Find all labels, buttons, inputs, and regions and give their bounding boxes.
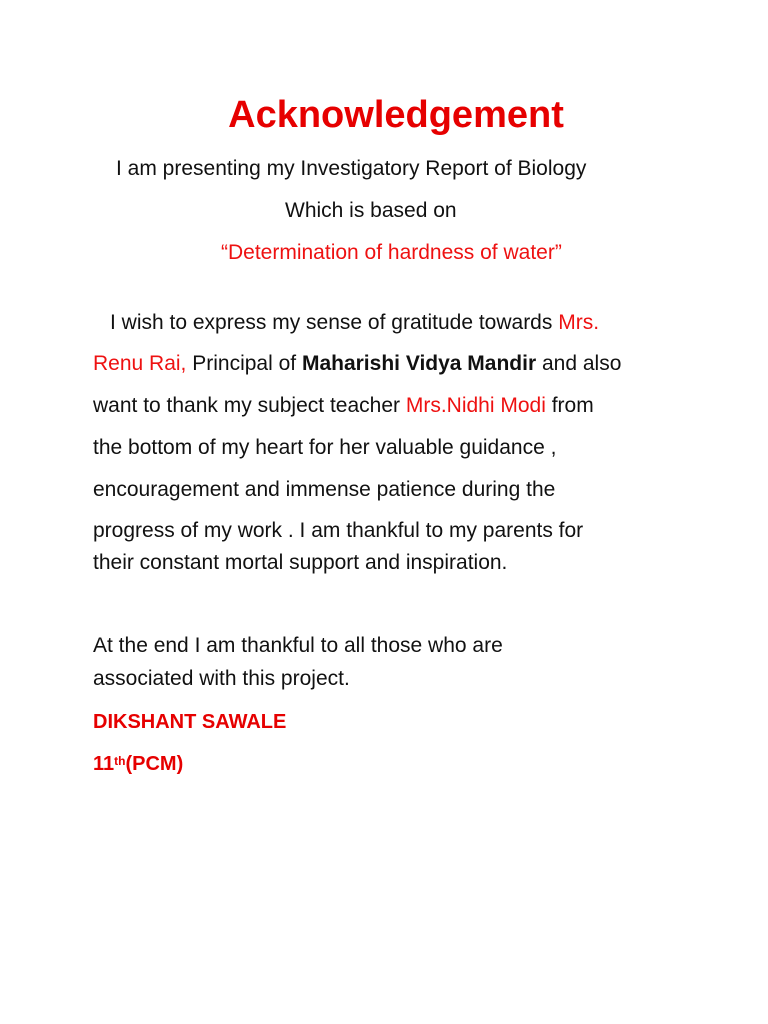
author-name: DIKSHANT SAWALE xyxy=(93,711,287,733)
principal-name: Renu Rai, xyxy=(93,352,187,375)
gratitude-text: from xyxy=(545,394,594,417)
school-name: Maharishi Vidya Mandir xyxy=(301,352,537,375)
principal-title: Mrs. xyxy=(558,311,600,334)
class-stream: (PCM) xyxy=(125,753,184,775)
page-title: Acknowledgement xyxy=(228,94,564,136)
closing-line-2: associated with this project. xyxy=(93,667,350,690)
author-class xyxy=(93,750,183,778)
intro-line-2: Which is based on xyxy=(285,199,457,222)
gratitude-line-3 xyxy=(93,392,594,420)
gratitude-line-4: the bottom of my heart for her valuable guidance , xyxy=(93,436,557,459)
gratitude-line-5: encouragement and immense patience during the xyxy=(93,478,556,501)
gratitude-text: I wish to express my sense of gratitude towards xyxy=(110,311,559,334)
gratitude-text: Principal of xyxy=(186,352,302,375)
intro-line-1: I am presenting my Investigatory Report of Biology xyxy=(116,157,587,180)
class-suffix: th xyxy=(114,754,126,768)
gratitude-line-7: their constant mortal support and inspiration. xyxy=(93,551,508,574)
gratitude-line-6: progress of my work . I am thankful to my parents for xyxy=(93,519,584,542)
gratitude-line-1 xyxy=(110,309,599,337)
closing-line-1: At the end I am thankful to all those who are xyxy=(93,634,503,657)
gratitude-text: and also xyxy=(536,352,622,375)
project-topic: “Determination of hardness of water” xyxy=(221,241,562,264)
gratitude-text: want to thank my subject teacher xyxy=(93,394,406,417)
gratitude-line-2 xyxy=(93,350,621,378)
teacher-name: Mrs.Nidhi Modi xyxy=(405,394,546,417)
class-number: 11 xyxy=(93,753,115,775)
